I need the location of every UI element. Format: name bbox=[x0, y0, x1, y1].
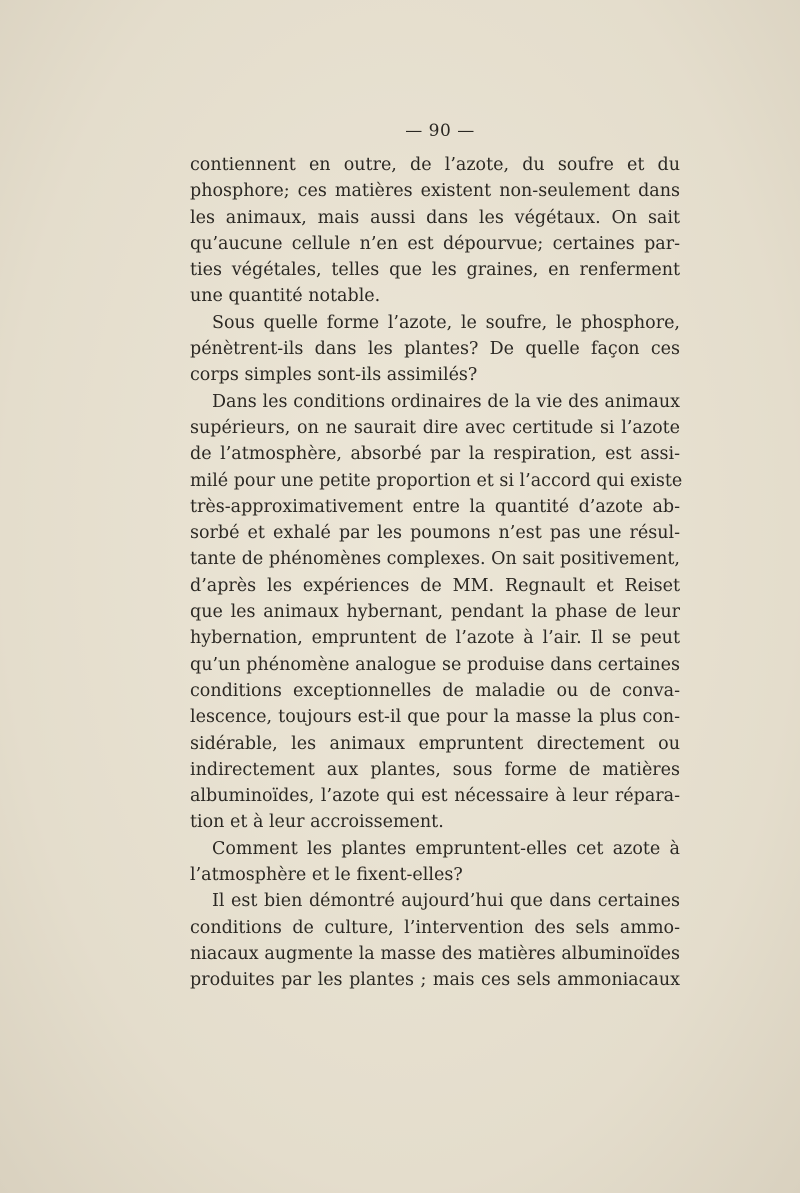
text-line: l’atmosphère et le fixent-elles? bbox=[190, 865, 463, 886]
text-line: tante de phénomènes complexes. On sait positivement, bbox=[190, 549, 680, 570]
page-number: — 90 — bbox=[405, 121, 475, 141]
body-text bbox=[190, 152, 683, 994]
text-line: niacaux augmente la masse des matières albuminoïdes bbox=[190, 943, 680, 964]
text-line: produites par les plantes ; mais ces sels ammoniacaux bbox=[190, 970, 680, 991]
text-line: Dans les conditions ordinaires de la vie des animaux bbox=[212, 391, 680, 412]
text-line: hybernation, empruntent de l’azote à l’air. Il se peut bbox=[190, 628, 680, 649]
text-line: milé pour une petite proportion et si l’accord qui existe bbox=[190, 470, 683, 491]
text-line: Comment les plantes empruntent-elles cet azote à bbox=[212, 838, 680, 859]
text-line: supérieurs, on ne saurait dire avec certitude si l’azote bbox=[190, 417, 680, 438]
text-line: pénètrent-ils dans les plantes? De quelle façon ces bbox=[190, 339, 680, 360]
text-line: lescence, toujours est-il que pour la masse la plus con- bbox=[190, 707, 680, 728]
text-line: Sous quelle forme l’azote, le soufre, le phosphore, bbox=[212, 312, 680, 333]
text-line: qu’un phénomène analogue se produise dans certaines bbox=[190, 654, 680, 675]
text-line: qu’aucune cellule n’en est dépourvue; certaines par- bbox=[190, 233, 680, 254]
text-line: ties végétales, telles que les graines, en renferment bbox=[190, 260, 680, 281]
text-line: albuminoïdes, l’azote qui est nécessaire à leur répara- bbox=[190, 786, 680, 807]
text-line: sorbé et exhalé par les poumons n’est pas une résul- bbox=[190, 523, 680, 544]
text-line: Il est bien démontré aujourd’hui que dans certaines bbox=[212, 891, 680, 912]
text-line: conditions exceptionnelles de maladie ou de conva- bbox=[190, 680, 680, 701]
text-line: corps simples sont-ils assimilés? bbox=[190, 365, 478, 386]
text-line: indirectement aux plantes, sous forme de matières bbox=[190, 759, 680, 780]
text-line: très-approximativement entre la quantité d’azote ab- bbox=[190, 496, 680, 517]
text-line: tion et à leur accroissement. bbox=[190, 812, 444, 833]
text-line: une quantité notable. bbox=[190, 286, 381, 307]
text-line: d’après les expériences de MM. Regnault et Reiset bbox=[190, 575, 680, 596]
text-line: contiennent en outre, de l’azote, du soufre et du bbox=[190, 155, 680, 175]
text-line: conditions de culture, l’intervention des sels ammo- bbox=[190, 917, 680, 938]
text-line: les animaux, mais aussi dans les végétaux. On sait bbox=[190, 207, 680, 228]
text-line: de l’atmosphère, absorbé par la respiration, est assi- bbox=[190, 444, 680, 465]
text-line: que les animaux hybernant, pendant la phase de leur bbox=[190, 602, 680, 623]
text-line: sidérable, les animaux empruntent directement ou bbox=[190, 733, 680, 754]
text-line: phosphore; ces matières existent non-seulement dans bbox=[190, 181, 680, 202]
